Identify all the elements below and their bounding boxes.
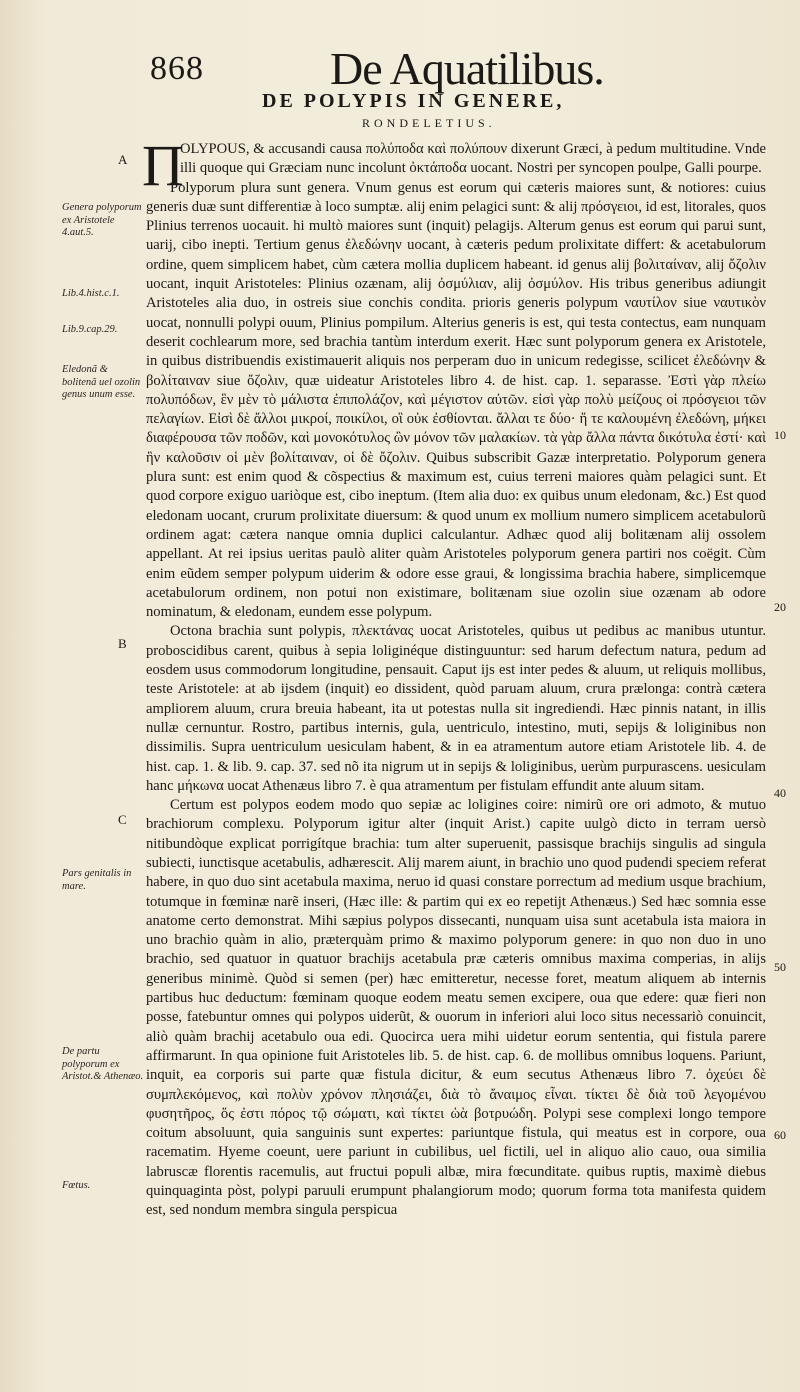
main-text [146, 140, 766, 1221]
line-number: 10 [774, 428, 786, 442]
margin-note-pars-genitalis: Pars genitalis in mare. [62, 868, 132, 892]
drop-capital: Π [142, 133, 184, 198]
section-letter-a: A [118, 152, 128, 167]
margin-note-foetus: Fœtus. [62, 1180, 91, 1191]
margin-note-de-partu: De partu polyporum ex Aristot.& Athenæo. [62, 1046, 144, 1082]
section-title: DE POLYPIS IN GENERE, [262, 90, 565, 112]
paragraph-coitus: Certum est polypos eodem modo quo sepiæ ac loligines coire: nimirũ ore ori admoto, & mutuo brachiorum complexu. Polyporum igitur alter (inquit Arist.) capite uulgò dicto in terram uersò nitibundòque explicat porrigítque brachia: tum alter superuenit, passisque brachijs singulis ad singula subiecti, iunctisque acetabulis, adhærescit. Alij marem aiunt, in brachio uno quod pudendi speciem referat habere, in quo duo sint acetabula maxima, neruo id quasi constare porrectum ad medium usque brachium, totumque in fœminæ narẽ inseri, (Hæc ille: & partim qui ex eo repetijt Athenæus.) Sed hæc somnia esse anatome certo demonstrat. Mihi sæpius polypos dissecanti, nunquam uisa sunt acetabula ista maiora in uno brachio quàm in alio, præterquàm primo & maximo polyporum genere: in quo non duo in uno brachio, sed quatuor in quatuor brachijs acetabula præ cæteris omnibus maxima comperias, in alijs generibus minimè. Quòd si semen (per) hæc emitteretur, necesse foret, meatum aliquem ab internis partibus huc deductum: fœminam quoque eodem meatu semen excipere, oua que edere: quæ fieri non posse, fatebuntur omnes qui polypos uiderũt, & ouorum in inferiori alui loco situs necessariò conuincit, aliò quàm brachij acetabulo oua edi. Quocirca uera mihi uidetur eorum sententia, qui fistula parere affirmarunt. In qua opinione fuit Aristoteles lib. 5. de hist. cap. 6. de mollibus omnibus loquens. Pariunt, inquit, ea corporis sui parte quæ fistula dicitur, & eum secutus Athenæus libro 7. ὀχεύει δὲ συμπλεκόμενος, καὶ πολὺν χρόνον πλησιάζει, διὰ τὸ ἄναιμος εἶναι. τίκτει δὲ διὰ τοῦ λεγομένου φυσητῆρος, ὅς ἐστι πόρος τῷ σώματι, καὶ τίκτει ὠὰ βοτρυώδη. Polypi sese complexi longo tempore coitum absoluunt, quia sanguinis sunt expertes: pariuntque fistula, qui meatus est in corpore, oua racematim. Hyeme coeunt, uere pariunt in cubilibus, uel fictili, uel in aliquo alio cauo, oua similia labruscæ florentis racemulis, aut fructui populi albæ, mira fœcunditate. quibus ruptis, maximè diebus quinquaginta pòst, polypi paruuli erumpunt phalangiorum modo; quorum forma tota manifesta quidem est, sed nondum membra singula perspicua [146, 797, 766, 1219]
section-letter-c: C [118, 812, 127, 827]
line-number: 20 [774, 600, 786, 614]
line-number: 40 [774, 786, 786, 800]
paragraph-genera: Polyporum plura sunt genera. Vnum genus est eorum qui cæteris maiores sunt, & notiores: cuius generis duæ sunt differentiæ à loco sumptæ. alij enim pelagici sunt: & alij πρόσγειοι, id est, litorales, quos Plinius terrenos uocauit. hi multò maiores sunt (inquit) pelagijs. Alterum genus est eorum qui parui sunt, uarij, cibo inepti. Tertium genus ἐλεδώνην uocant, à cæteris pedum prolixitate differt: & acetabulorum ordine, quem simplicem habet, cùm cætera mollia duplicem habeant. id genus alij βολιταίναν, alij ὄζολιν uocant, inquit Aristoteles: Plinius ozænam, alij ὀσμύλιαν, alij ὀσμύλον. His tribus generibus adiungit Aristoteles alia duo, in ostreis siue conchis condita. prioris generis polypum ναυτίλον siue ναυτικὸν uocat, nonnulli polypi ouum, Plinius pompilum. Alterius generis is est, qui testa contectus, eam nunquam deserit cochlearum more, sed brachia tantùm interdum exerit. Hæc sunt polyporum genera ex Aristotele, in quibus distribuendis existimauerit aliquis nos perperam duo in unicum redegisse, scilicet ἐλεδώνην & βολίταιναν siue ὄζολιν, quæ uideatur Aristoteles libro 4. de hist. cap. 1. separasse. Ἐστὶ γὰρ πλείω πολυπόδων, ἓν μὲν τὸ μάλιστα ἐπιπολάζον, καὶ μέγιστον αὐτῶν. εἰσὶ γὰρ πολὺ μείζους οἱ πρόσγειοι τῶν πελαγίων. Εἰσὶ δὲ ἄλλοι μικροί, ποικίλοι, οἳ οὐκ ἐσθίονται. ἄλλαι τε δύο· ἥ τε καλουμένη ἐλεδώνη, μήκει διαφέρουσα τῶν ποδῶν, καὶ μονοκότυλος ὢν μόνον τῶν μαλακίων. τὰ γὰρ ἄλλα πάντα δικότυλα ἐστί· καὶ ἣν καλοῦσιν οἱ μὲν βολίταιναν, οἱ δὲ ὄζολιν. Quibus subscribit Gazæ interpretatio. Polyporum genera plura sunt: est enim quod & cõspectius & maximum est, cuius terreni maiores quàm pelagici sunt. Et quod corpore exiguo uariòque est, cibo ineptum. (Item alia duo: ex quibus unum eledonam, &c.) Est quod eledonam uocant, crurum prolixitate diuersum: & quod unum ex mollium numero simplicem acetabulorũ ordinem agat: cætera nanque omnia duplici calculantur. Adhæc quod alij bolitænam alij ossolem appellant. At rei ipsius ueritas paulò aliter quàm Aristoteles polyporum genera partiri nos coëgit. Cùm enim eũdem semper polypum uiderim & odore esse graui, & longissima brachia habere, simplicemque acetabulorum ordinem, non potui non existimare, bolitænam siue ozolin siue ozænam ab odore nominatum, & eledonam, eundem esse polypum. [146, 179, 767, 621]
margin-note-lib9: Lib.9.cap.29. [62, 324, 118, 335]
margin-note-eledona: Eledonã & bolitenã uel ozolin genus unum esse. [62, 364, 141, 400]
author-name: RONDELETIUS. [362, 116, 496, 130]
running-title: De Aquatilibus. [330, 43, 604, 94]
margin-note-lib4: Lib.4.hist.c.1. [62, 288, 120, 299]
paragraph-brachia: Octona brachia sunt polypis, πλεκτάνας uocat Aristoteles, quibus ut pedibus ac manibus utuntur. proboscidibus carent, quibus à sepia loliginéque distinguuntur: sed harum defectum natura, pedum ad eosdem usus commodorum longitudine, pensauit. Caput ijs est inter pedes & aluum, ut reliquis mollibus, teste Aristotele: at ab ijsdem (inquit) eo dissident, quòd paruam aluum, crura prælonga: contrà cætera ampliorem aluum, crura breuia habeant, ita ut potestas nulla sit ingrediendi. Hæc pinnis natant, in illis nullæ cernuntur. Rostro, partibus internis, gula, uentriculo, intestino, muti, sepijs & loliginibus non dissimilis. Supra uentriculum uesiculam habent, & in ea atramentum autore etiam Aristotele lib. 4. de hist. cap. 1. & lib. 9. cap. 37. sed nõ ita nigrum ut in sepijs & loliginibus, uerùm purpurascens. uesiculam hanc μήκωνα uocat Athenæus libro 7. è qua atramentum per fistulam effundit ante aluum sitam. [146, 623, 766, 794]
page-header [0, 38, 800, 98]
line-number: 50 [774, 960, 786, 974]
section-letter-b: B [118, 636, 127, 651]
margin-note-genera: Genera polyporum ex Aristotele 4.aut.5. [62, 202, 142, 238]
paragraph-intro: OLYPOUS, & accusandi causa πολύποδα καὶ πολύπουν dixerunt Græci, à pedum multitudine. Vnde illi quoque qui Græciam nunc incolunt ὀκτάποδα uocant. Nostri per syncopen poulpe, Galli pourpe. [180, 141, 766, 177]
line-number: 60 [774, 1128, 786, 1142]
page-number: 868 [150, 50, 204, 87]
